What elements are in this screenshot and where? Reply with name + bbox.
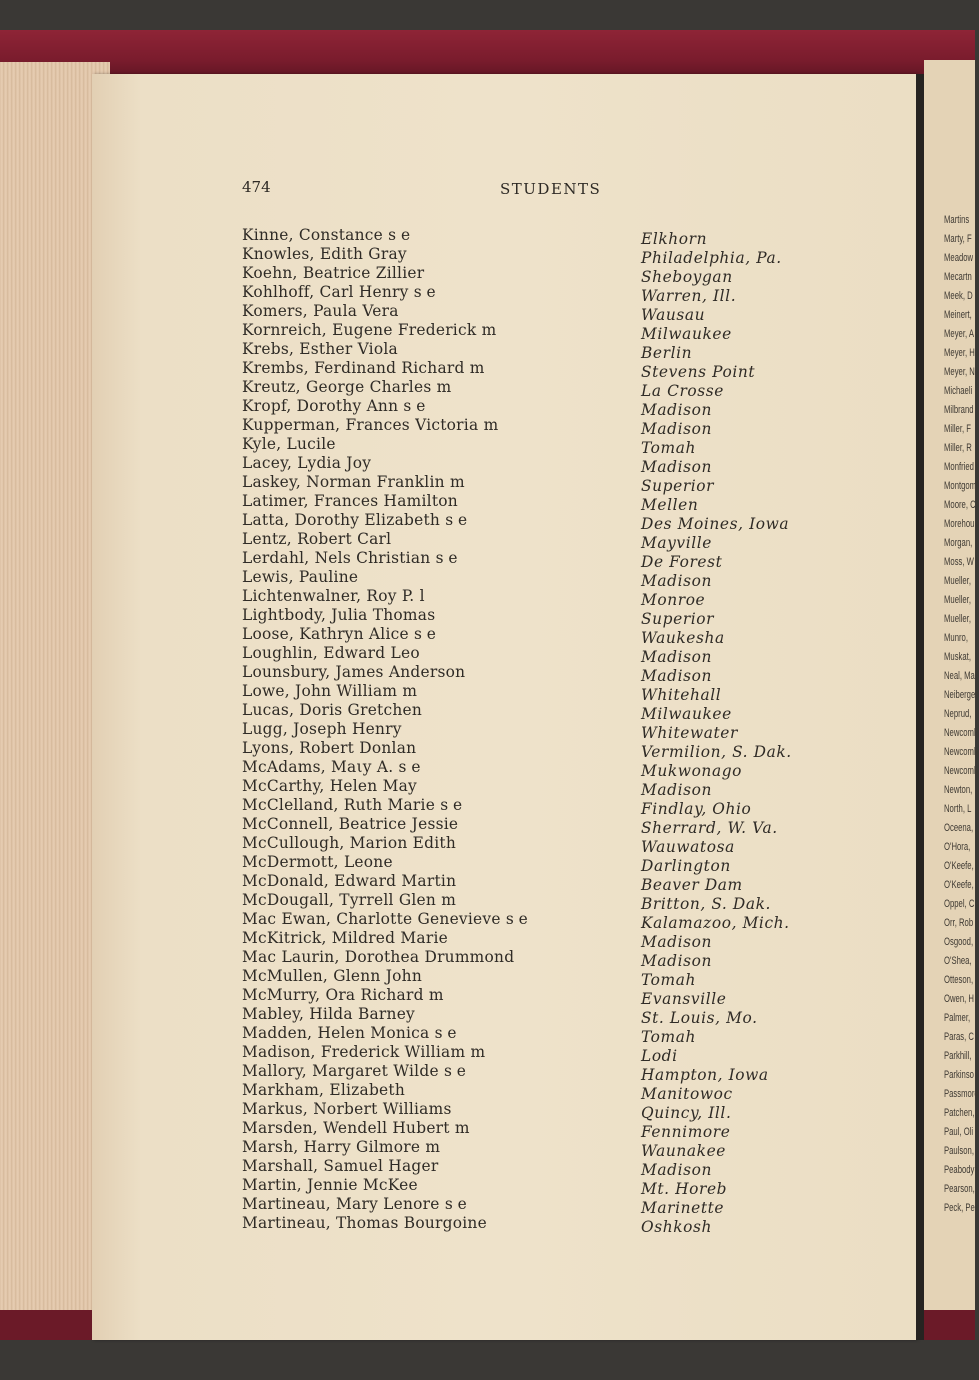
student-entry-name (242, 1024, 528, 1043)
adjacent-page-fragment: Meyer, A (944, 328, 974, 340)
student-entry-name (242, 815, 528, 834)
student-note: s e (388, 226, 411, 244)
student-entry-name (242, 397, 528, 416)
student-hometown: Marinette (641, 1199, 725, 1217)
adjacent-page-fragment: Newcomb (944, 765, 979, 777)
adjacent-page-fragment: O'Keefe, (944, 879, 974, 891)
adjacent-page-fragment: O'Keefe, (944, 860, 974, 872)
student-entry-name (242, 359, 528, 378)
student-hometown: Warren, Ill. (641, 287, 737, 305)
student-name: Lacey, Lydia Joy (242, 454, 372, 472)
student-entry-name (242, 1043, 528, 1062)
student-entry-name (242, 834, 528, 853)
student-note: m (449, 473, 465, 491)
student-note: l (419, 587, 425, 605)
student-hometown: Madison (641, 1161, 712, 1179)
student-hometown: Whitewater (641, 724, 738, 742)
student-name: Markus, Norbert Williams (242, 1100, 452, 1118)
student-name: Mabley, Hilda Barney (242, 1005, 415, 1023)
student-entry-name (242, 245, 528, 264)
student-name: Kohlhoff, Carl Henry (242, 283, 409, 301)
adjacent-page-fragment: Mecartn (944, 271, 972, 283)
student-entry-name (242, 1214, 528, 1233)
student-name: McDonald, Edward Martin (242, 872, 457, 890)
student-entry-name (242, 321, 528, 340)
student-entry-name (242, 1062, 528, 1081)
student-entry-name (242, 1100, 528, 1119)
student-entry-name (242, 929, 528, 948)
student-hometown: Wausau (641, 306, 706, 324)
student-hometown: Fennimore (641, 1123, 731, 1141)
student-name: Lewis, Pauline (242, 568, 359, 586)
student-entry-name (242, 1005, 528, 1024)
student-name: Kornreich, Eugene Frederick (242, 321, 477, 339)
student-name: Mac Ewan, Charlotte Genevieve (242, 910, 501, 928)
student-name: Latimer, Frances Hamilton (242, 492, 458, 510)
student-note: s e (414, 625, 436, 643)
student-note: s e (435, 549, 458, 567)
student-name: Lerdahl, Nels Christian (242, 549, 431, 567)
student-hometown: Madison (641, 933, 712, 951)
student-note: s e (440, 796, 463, 814)
adjacent-page-fragment: Patchen, (944, 1107, 975, 1119)
student-hometown: Madison (641, 572, 712, 590)
student-note: s e (505, 910, 528, 928)
adjacent-page-fragment: Muskat, (944, 651, 971, 663)
adjacent-page-fragment: Meadow (944, 252, 974, 264)
student-hometown: Philadelphia, Pa. (641, 249, 782, 267)
student-entry-name (242, 910, 528, 929)
student-entry-name (242, 511, 528, 530)
adjacent-page-fragment: Peabody (944, 1164, 975, 1176)
student-entry-name (242, 758, 528, 777)
student-name: Martineau, Thomas Bourgoine (242, 1214, 487, 1232)
student-name: Lucas, Doris Gretchen (242, 701, 423, 719)
student-entry-name (242, 891, 528, 910)
student-note: m (469, 359, 485, 377)
adjacent-page-fragment: Morehou (944, 518, 975, 530)
adjacent-page-fragment: Osgood, (944, 936, 974, 948)
adjacent-page-fragment: Marty, F (944, 233, 972, 245)
student-entry-name (242, 796, 528, 815)
student-name: Madison, Frederick William (242, 1043, 466, 1061)
student-hometown: Findlay, Ohio (641, 800, 752, 818)
student-name: McConnell, Beatrice Jessie (242, 815, 459, 833)
student-hometown: Mt. Horeb (641, 1180, 728, 1198)
student-name: McDermott, Leone (242, 853, 393, 871)
student-hometown: Waukesha (641, 629, 725, 647)
adjacent-page-fragment: Otteson, (944, 974, 974, 986)
adjacent-page-fragment: Newcomb (944, 746, 979, 758)
student-hometown: Britton, S. Dak. (641, 895, 772, 913)
student-entry-name (242, 435, 528, 454)
student-name: Laskey, Norman Franklin (242, 473, 445, 491)
page-number: 474 (242, 178, 271, 196)
running-head: STUDENTS (500, 180, 602, 198)
student-entry-name (242, 967, 528, 986)
student-hometown: Mukwonago (641, 762, 743, 780)
student-entry-name (242, 340, 528, 359)
student-note: s e (434, 1024, 457, 1042)
adjacent-page-fragment: Moss, W (944, 556, 974, 568)
student-hometown: De Forest (641, 553, 723, 571)
student-hometown: Des Moines, Iowa (641, 515, 790, 533)
student-name: McDougall, Tyrrell Glen (242, 891, 437, 909)
student-entry-name (242, 948, 528, 967)
adjacent-page-fragment: Parkinso (944, 1069, 974, 1081)
adjacent-page-fragment: Newcomb (944, 727, 979, 739)
adjacent-page-fragment: O'Shea, (944, 955, 972, 967)
student-hometown: Sheboygan (641, 268, 733, 286)
adjacent-page-fragment: Orr, Rob (944, 917, 974, 929)
student-name: Marshall, Samuel Hager (242, 1157, 439, 1175)
student-entry-name (242, 682, 528, 701)
adjacent-page-fragment: Parkhill, (944, 1050, 972, 1062)
student-entry-name (242, 302, 528, 321)
book-cover-top (0, 30, 975, 80)
student-note: m (436, 378, 452, 396)
student-entry-name (242, 986, 528, 1005)
adjacent-page-fragment: Moore, C (944, 499, 976, 511)
student-name: Lightbody, Julia Thomas (242, 606, 436, 624)
student-hometown: Vermilion, S. Dak. (641, 743, 792, 761)
student-name: Martin, Jennie McKee (242, 1176, 418, 1194)
student-entry-name (242, 492, 528, 511)
student-name: Loughlin, Edward Leo (242, 644, 420, 662)
student-note: m (425, 1138, 441, 1156)
adjacent-page-fragment: Paras, C (944, 1031, 974, 1043)
adjacent-page-fragment: Meek, D (944, 290, 973, 302)
student-entry-name (242, 568, 528, 587)
student-entry-name (242, 1195, 528, 1214)
student-note: m (454, 1119, 470, 1137)
adjacent-page-fragment: Mueller, (944, 594, 971, 606)
student-entry-name (242, 283, 528, 302)
student-hometown: Quincy, Ill. (641, 1104, 732, 1122)
student-name: Lowe, John William (242, 682, 398, 700)
student-hometown: Darlington (641, 857, 731, 875)
adjacent-page-fragment: Peck, Pe (944, 1202, 975, 1214)
adjacent-page-fragment: Milbrand (944, 404, 974, 416)
student-hometown: Tomah (641, 971, 697, 989)
adjacent-page-fragment: Neiberger (944, 689, 978, 701)
adjacent-page-fragment: Munro, (944, 632, 968, 644)
adjacent-page-fragment: Miller, R (944, 442, 972, 454)
student-note: m (483, 416, 499, 434)
student-entry-name (242, 625, 528, 644)
student-hometown: Tomah (641, 1028, 697, 1046)
adjacent-page-fragment: Oppel, C (944, 898, 975, 910)
student-name: McMurry, Ora Richard (242, 986, 424, 1004)
student-name: Latta, Dorothy Elizabeth (242, 511, 441, 529)
student-note: m (481, 321, 497, 339)
student-hometown: Superior (641, 610, 715, 628)
student-name: McAdams, Maιy A. (242, 758, 394, 776)
student-hometown: Waunakee (641, 1142, 726, 1160)
student-name: McCullough, Marion Edith (242, 834, 457, 852)
student-note: m (441, 891, 456, 909)
student-note: s e (445, 511, 468, 529)
student-name: Lyons, Robert Donlan (242, 739, 417, 757)
student-hometown: Milwaukee (641, 705, 732, 723)
student-entry-name (242, 416, 528, 435)
student-hometown: Superior (641, 477, 715, 495)
student-hometown: Wauwatosa (641, 838, 735, 856)
student-name: Kreutz, George Charles (242, 378, 432, 396)
adjacent-page-fragment: Meinert, (944, 309, 972, 321)
student-entry-name (242, 1138, 528, 1157)
student-name: McCarthy, Helen May (242, 777, 417, 795)
book-gutter (916, 74, 924, 1340)
student-name: Krebs, Esther Viola (242, 340, 398, 358)
adjacent-page-fragment: Pearson, (944, 1183, 975, 1195)
student-hometown: Madison (641, 667, 712, 685)
student-name: Loose, Kathryn Alice (242, 625, 409, 643)
student-note: s e (403, 397, 426, 415)
student-entry-name (242, 549, 528, 568)
adjacent-page-fragment: Owen, H (944, 993, 974, 1005)
student-hometown: Oshkosh (641, 1218, 713, 1236)
student-name: Kinne, Constance (242, 226, 383, 244)
student-name: McClelland, Ruth Marie (242, 796, 436, 814)
student-note: s e (444, 1195, 467, 1213)
student-name: Kropf, Dorothy Ann (242, 397, 399, 415)
student-names-column (242, 226, 528, 1233)
adjacent-page-fragment: Morgan, (944, 537, 973, 549)
student-entry-name (242, 663, 528, 682)
student-hometown: Madison (641, 458, 712, 476)
adjacent-page-fragment: Palmer, (944, 1012, 971, 1024)
student-entry-name (242, 264, 528, 283)
student-hometown: Elkhorn (641, 230, 708, 248)
adjacent-page-fragment: Paul, Oli (944, 1126, 974, 1138)
adjacent-page-fragment: Martins (944, 214, 970, 226)
adjacent-page-fragment: Oceena, (944, 822, 974, 834)
student-note: m (402, 682, 417, 700)
adjacent-page-fragment: Meyer, N (944, 366, 975, 378)
adjacent-page-fragment: Michaeli (944, 385, 973, 397)
student-hometown: Stevens Point (641, 363, 756, 381)
student-name: Koehn, Beatrice Zillier (242, 264, 425, 282)
student-name: Madden, Helen Monica (242, 1024, 430, 1042)
student-entry-name (242, 701, 528, 720)
adjacent-page-fragment: Montgom (944, 480, 977, 492)
adjacent-page-fragment: Paulson, (944, 1145, 974, 1157)
hometowns-column (641, 230, 792, 1237)
student-entry-name (242, 720, 528, 739)
student-entry-name (242, 473, 528, 492)
student-note: s e (413, 283, 436, 301)
student-name: Martineau, Mary Lenore (242, 1195, 440, 1213)
student-hometown: Kalamazoo, Mich. (641, 914, 790, 932)
adjacent-page-fragment: Meyer, H (944, 347, 975, 359)
student-entry-name (242, 1176, 528, 1195)
adjacent-page-fragment: Passmore (944, 1088, 979, 1100)
student-name: Lentz, Robert Carl (242, 530, 392, 548)
student-name: Krembs, Ferdinand Richard (242, 359, 465, 377)
student-name: Markham, Elizabeth (242, 1081, 406, 1099)
adjacent-page-fragment: Neprud, (944, 708, 972, 720)
student-hometown: Evansville (641, 990, 727, 1008)
student-name: McMullen, Glenn John (242, 967, 423, 985)
student-hometown: Madison (641, 401, 712, 419)
student-hometown: Sherrard, W. Va. (641, 819, 778, 837)
student-hometown: Mellen (641, 496, 699, 514)
student-entry-name (242, 777, 528, 796)
student-hometown: Madison (641, 648, 712, 666)
student-hometown: Milwaukee (641, 325, 732, 343)
student-note: m (470, 1043, 486, 1061)
student-name: Knowles, Edith Gray (242, 245, 407, 263)
student-hometown: Manitowoc (641, 1085, 733, 1103)
student-note: m (428, 986, 444, 1004)
student-name: Kupperman, Frances Victoria (242, 416, 479, 434)
student-entry-name (242, 1119, 528, 1138)
student-hometown: Madison (641, 420, 712, 438)
student-entry-name (242, 739, 528, 758)
student-hometown: Hampton, Iowa (641, 1066, 769, 1084)
student-entry-name (242, 606, 528, 625)
student-name: Lounsbury, James Anderson (242, 663, 466, 681)
adjacent-page-fragment: North, L (944, 803, 972, 815)
student-hometown: La Crosse (641, 382, 724, 400)
adjacent-page-fragment: O'Hora, (944, 841, 971, 853)
student-name: Marsh, Harry Gilmore (242, 1138, 421, 1156)
student-entry-name (242, 378, 528, 397)
adjacent-page-edge (924, 60, 979, 1310)
student-hometown: Madison (641, 781, 712, 799)
student-name: Komers, Paula Vera (242, 302, 399, 320)
student-name: Lichtenwalner, Roy P. (242, 587, 415, 605)
adjacent-page-fragment: Mueller, (944, 575, 971, 587)
student-name: Mac Laurin, Dorothea Drummond (242, 948, 515, 966)
student-entry-name (242, 226, 528, 245)
student-hometown: Whitehall (641, 686, 722, 704)
student-name: Kyle, Lucile (242, 435, 336, 453)
student-entry-name (242, 1081, 528, 1100)
student-entry-name (242, 853, 528, 872)
student-note: s e (398, 758, 421, 776)
student-entry-name (242, 644, 528, 663)
student-entry-name (242, 454, 528, 473)
student-hometown: Tomah (641, 439, 697, 457)
student-hometown: Lodi (641, 1047, 678, 1065)
student-entry-name (242, 872, 528, 891)
student-hometown: Beaver Dam (641, 876, 743, 894)
adjacent-page-fragment: Newton, (944, 784, 973, 796)
student-entry-name (242, 587, 528, 606)
student-name: Lugg, Joseph Henry (242, 720, 402, 738)
student-note: s e (443, 1062, 466, 1080)
adjacent-page-fragment: Neal, Ma (944, 670, 975, 682)
student-entry-name (242, 530, 528, 549)
student-name: McKitrick, Mildred Marie (242, 929, 448, 947)
student-hometown: Madison (641, 952, 712, 970)
adjacent-page-fragment: Miller, F (944, 423, 971, 435)
student-entry-name (242, 1157, 528, 1176)
student-hometown: Berlin (641, 344, 693, 362)
student-name: Marsden, Wendell Hubert (242, 1119, 450, 1137)
adjacent-page-fragment: Mueller, (944, 613, 971, 625)
student-hometown: Monroe (641, 591, 706, 609)
adjacent-page-fragment: Monfried (944, 461, 974, 473)
student-hometown: Mayville (641, 534, 712, 552)
student-name: Mallory, Margaret Wilde (242, 1062, 439, 1080)
student-hometown: St. Louis, Mo. (641, 1009, 758, 1027)
